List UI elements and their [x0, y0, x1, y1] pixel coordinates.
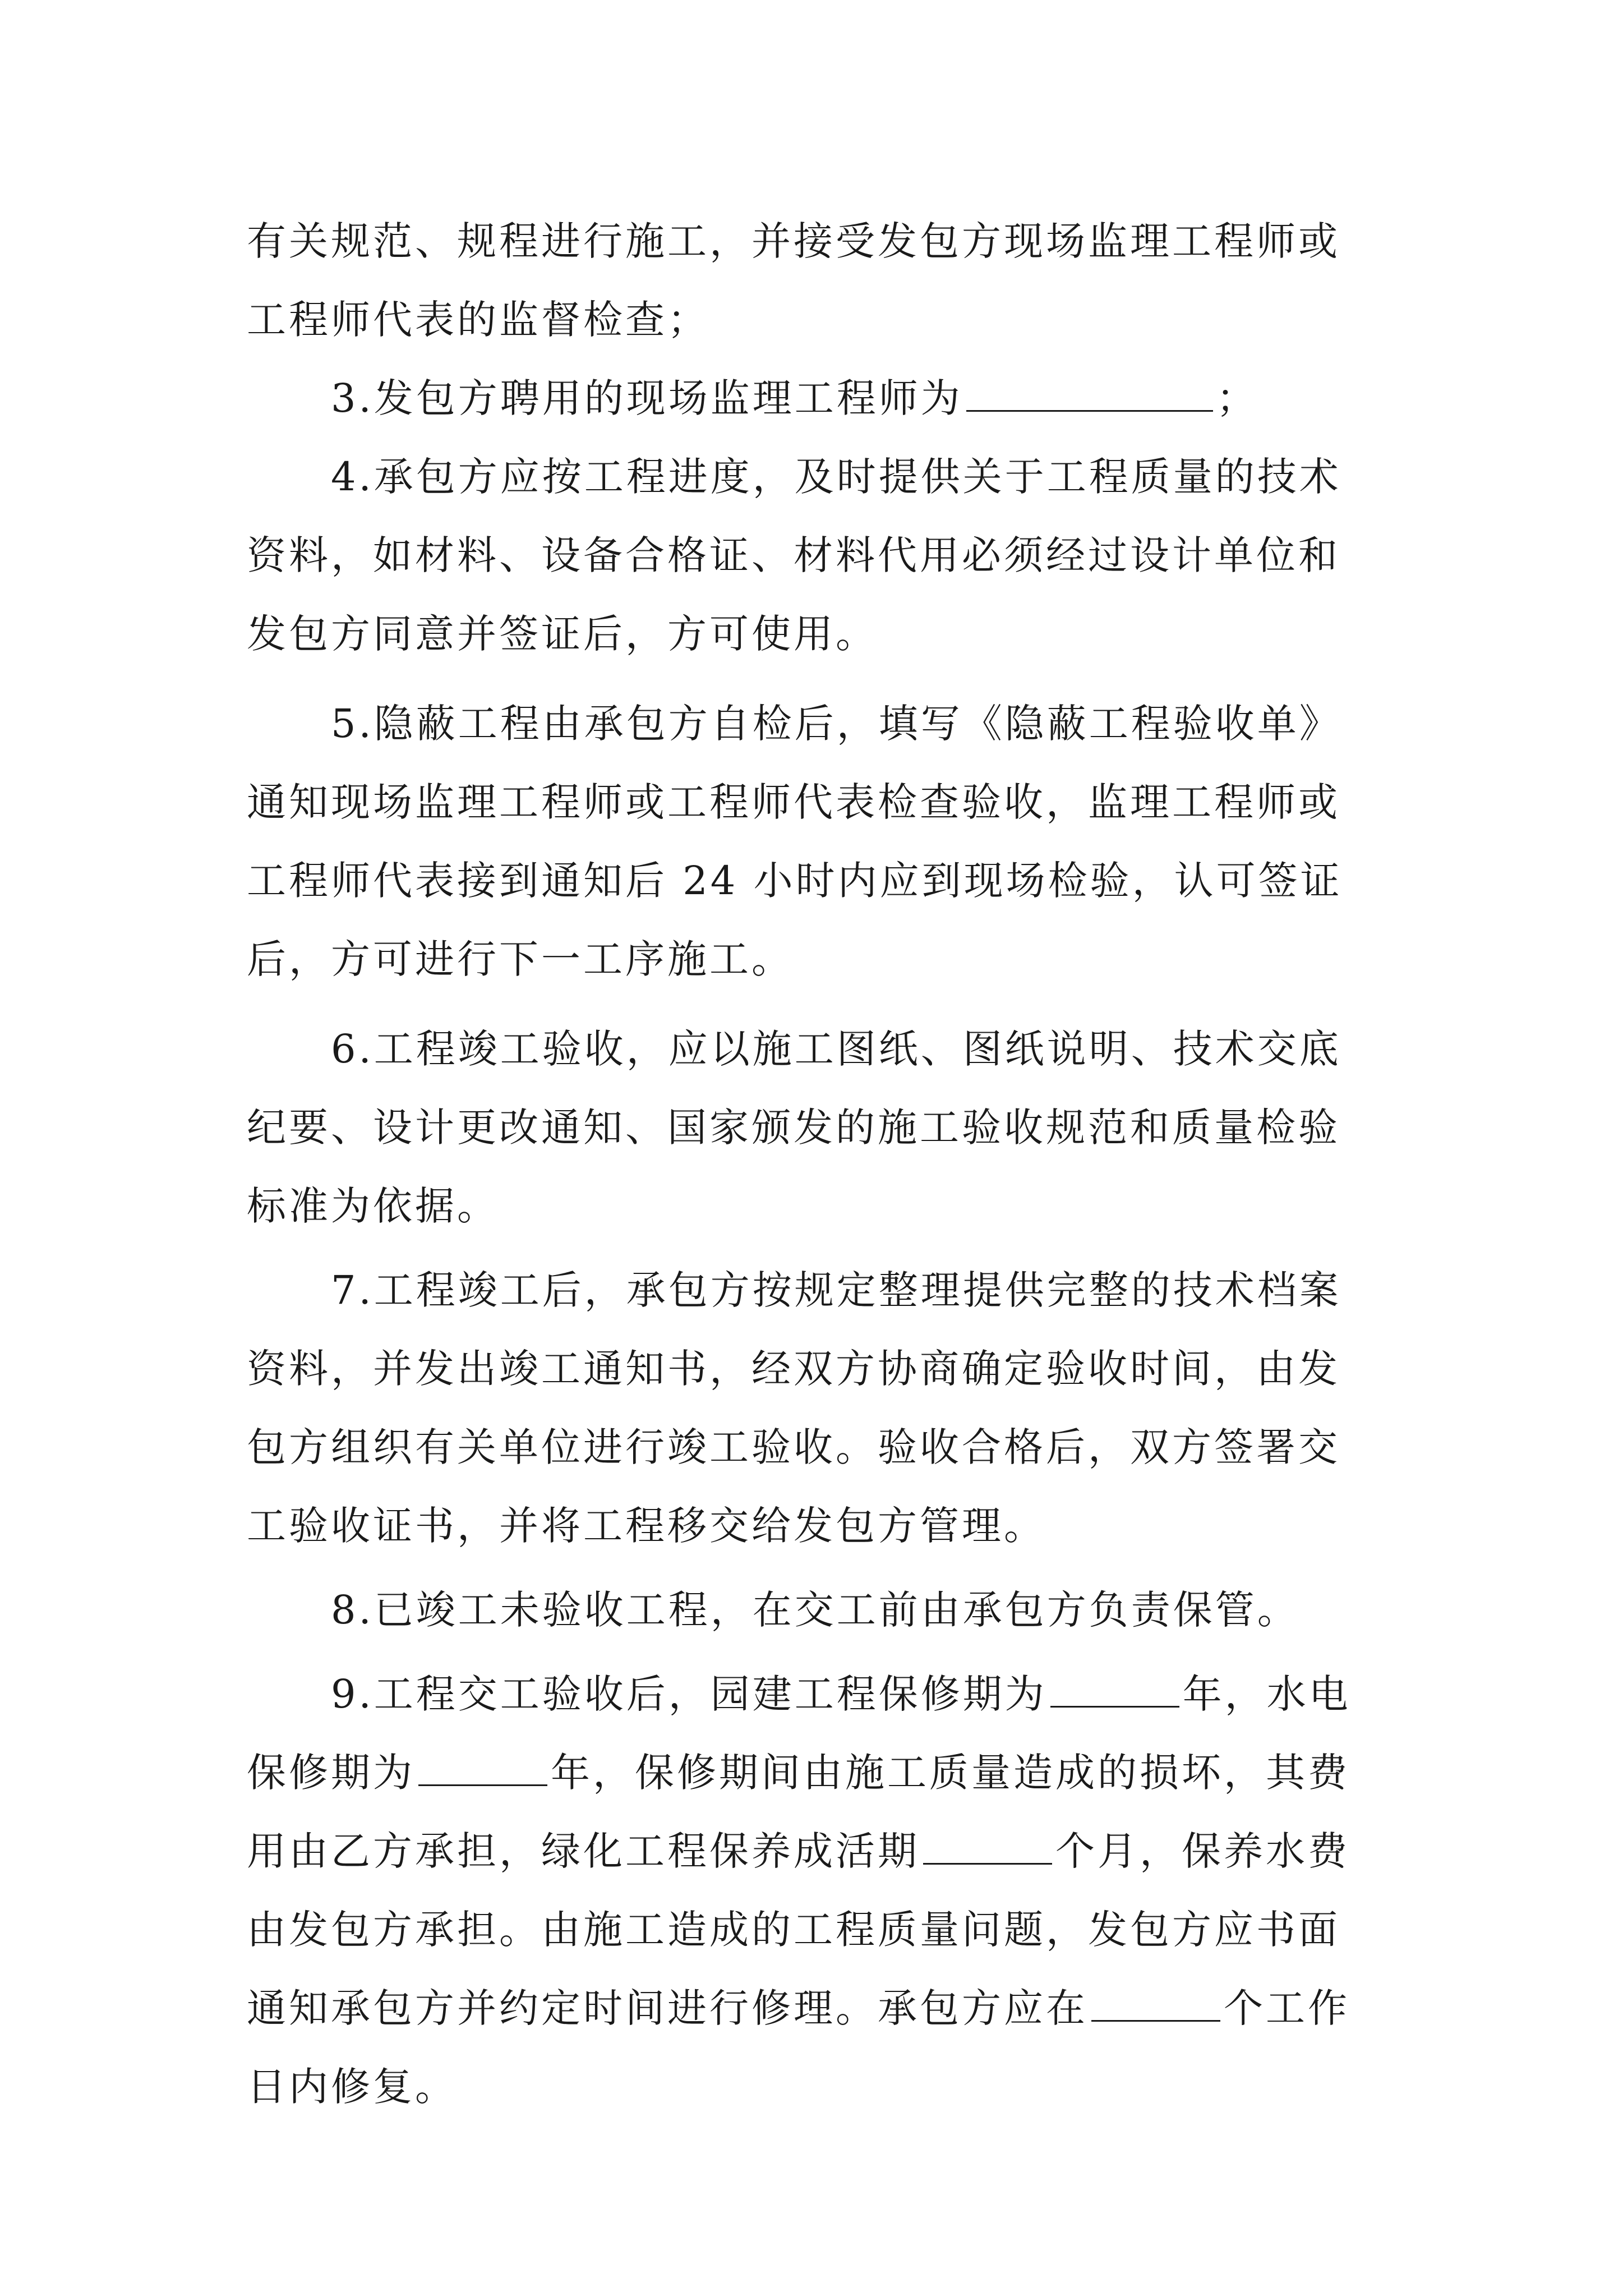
text-line	[247, 280, 1385, 359]
text-segment: 后，方可进行下一工序施工。	[247, 936, 794, 982]
fill-in-blank	[1091, 1986, 1220, 2022]
text-line	[247, 1812, 1385, 1890]
text-segment: 年，保修期间由施工质量造成的损坏，其费	[551, 1750, 1350, 1796]
text-line	[247, 516, 1385, 595]
text-segment: 工程师代表接到通知后 24 小时内应到现场检验，认可签证	[247, 858, 1343, 904]
text-line	[247, 1329, 1385, 1408]
text-segment: 年，水电	[1182, 1671, 1351, 1717]
text-segment: 包方组织有关单位进行竣工验收。验收合格后，双方签署交	[247, 1424, 1340, 1470]
text-line	[247, 841, 1385, 920]
text-segment: 通知承包方并约定时间进行修理。承包方应在	[247, 1985, 1088, 2031]
text-segment: 发包方同意并签证后，方可使用。	[247, 611, 878, 657]
text-segment: 纪要、设计更改通知、国家颁发的施工验收规范和质量检验	[247, 1105, 1340, 1151]
text-segment: 保修期为	[247, 1750, 415, 1796]
text-segment: 资料，并发出竣工通知书，经双方协商确定验收时间，由发	[247, 1346, 1340, 1392]
text-segment: 个月，保养水费	[1055, 1828, 1350, 1874]
text-line	[247, 763, 1385, 841]
text-line	[247, 1408, 1385, 1487]
clause-6	[331, 1010, 1385, 1088]
clause-5	[331, 684, 1385, 763]
text-segment: 由发包方承担。由施工造成的工程质量问题，发包方应书面	[247, 1907, 1340, 1953]
text-segment: 个工作	[1224, 1985, 1350, 2031]
text-segment: 5.隐蔽工程由承包方自检后，填写《隐蔽工程验收单》	[331, 701, 1341, 747]
text-segment: 资料，如材料、设备合格证、材料代用必须经过设计单位和	[247, 532, 1340, 578]
text-line	[247, 595, 1385, 673]
text-segment: 8.已竣工未验收工程，在交工前由承包方负责保管。	[331, 1587, 1299, 1633]
text-line	[247, 1167, 1385, 1245]
text-line	[247, 920, 1385, 999]
fill-in-blank	[1050, 1672, 1179, 1708]
text-segment: 4.承包方应按工程进度，及时提供关于工程质量的技术	[331, 454, 1341, 500]
fill-in-blank	[966, 376, 1213, 412]
text-line	[247, 1487, 1385, 1565]
clause-4	[331, 438, 1385, 516]
fill-in-blank	[923, 1829, 1052, 1865]
fill-in-blank	[418, 1751, 547, 1786]
text-segment: 3.发包方聘用的现场监理工程师为	[331, 375, 963, 421]
text-line	[247, 1088, 1385, 1167]
text-line	[247, 2047, 1385, 2126]
clause-7	[331, 1251, 1385, 1329]
text-segment: 6.工程竣工验收，应以施工图纸、图纸说明、技术交底	[331, 1026, 1341, 1072]
text-segment: 用由乙方承担，绿化工程保养成活期	[247, 1828, 920, 1874]
text-segment: ；	[1216, 375, 1258, 421]
text-segment: 有关规范、规程进行施工，并接受发包方现场监理工程师或	[247, 218, 1340, 264]
text-line	[247, 1969, 1385, 2047]
text-line	[247, 1733, 1385, 1812]
clause-8	[331, 1571, 1385, 1649]
text-segment: 9.工程交工验收后，园建工程保修期为	[331, 1671, 1047, 1717]
clause-9	[331, 1655, 1385, 1733]
text-segment: 日内修复。	[247, 2064, 457, 2110]
text-segment: 7.工程竣工后，承包方按规定整理提供完整的技术档案	[331, 1267, 1341, 1313]
clause-3	[331, 359, 1385, 438]
text-segment: 工程师代表的监督检查；	[247, 297, 709, 343]
text-line	[247, 1890, 1385, 1969]
text-segment: 工验收证书，并将工程移交给发包方管理。	[247, 1503, 1046, 1549]
text-segment: 标准为依据。	[247, 1183, 499, 1229]
text-line	[247, 202, 1385, 280]
text-segment: 通知现场监理工程师或工程师代表检查验收，监理工程师或	[247, 779, 1340, 825]
